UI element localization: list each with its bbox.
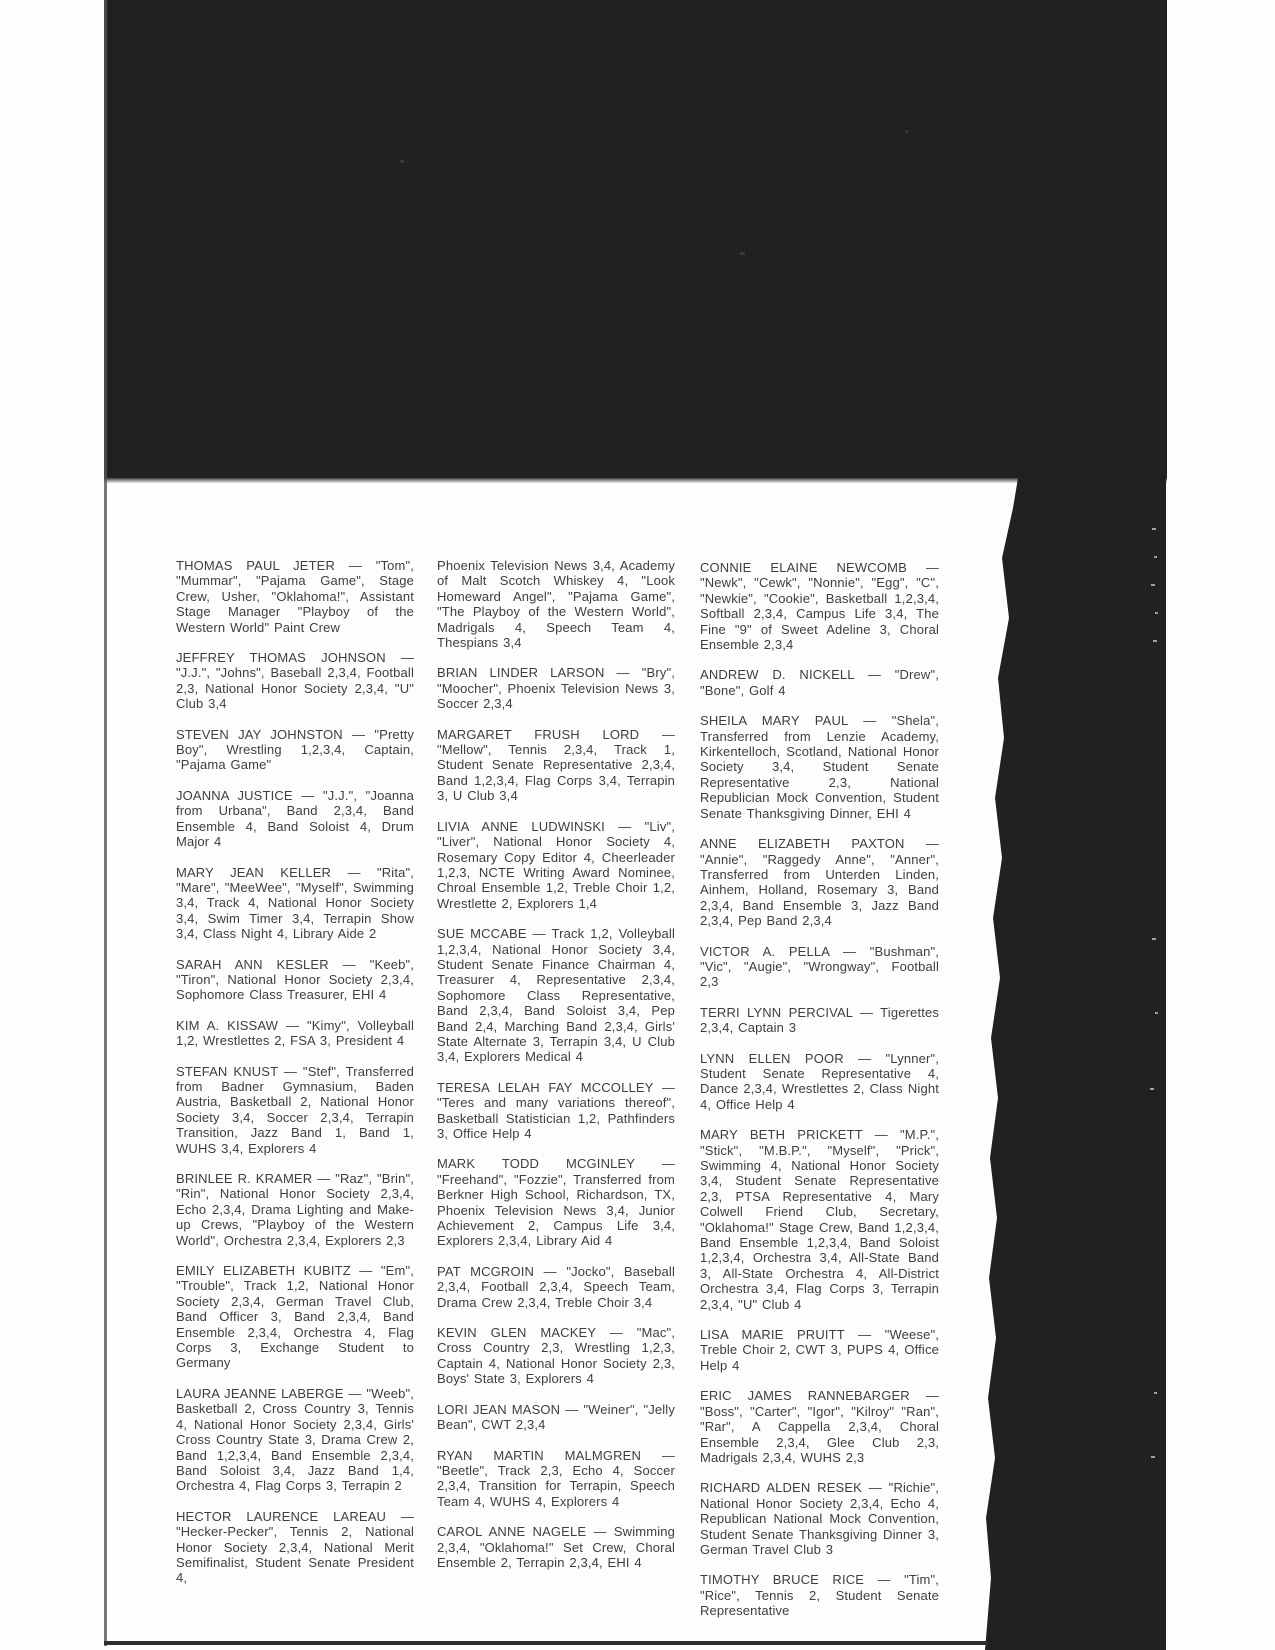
activity-entry: LORI JEAN MASON — "Weiner", "Jelly Bean", CWT 2,3,4 xyxy=(437,1401,675,1433)
activity-entry: ANNE ELIZABETH PAXTON — "Annie", "Raggedy Anne", "Anner", Transferred from Unterden Linden, Ainhem, Holland, Rosemary 3, Band 2,3,4, Band Ensemble 3, Jazz Band 2,3,4, Pep Band 2,3,4 xyxy=(700,836,939,929)
scan-speck xyxy=(1151,584,1155,586)
activity-entry: RICHARD ALDEN RESEK — "Richie", National Honor Society 2,3,4, Echo 4, Republican National Mock Convention, Student Senate Thanksgiving Dinner 3, German Travel Club 3 xyxy=(700,1480,939,1557)
scan-speck xyxy=(1154,556,1157,558)
activity-entry: SARAH ANN KESLER — "Keeb", "Tiron", National Honor Society 2,3,4, Sophomore Class Treasurer, EHI 4 xyxy=(176,956,414,1003)
scan-speck xyxy=(1154,1392,1157,1394)
scan-black-margin-right xyxy=(985,478,1166,1650)
activity-entry: HECTOR LAURENCE LAREAU — "Hecker-Pecker", Tennis 2, National Honor Society 2,3,4, National Merit Semifinalist, Student Senate President 4, xyxy=(176,1508,414,1586)
activity-entry: TERESA LELAH FAY MCCOLLEY — "Teres and many variations thereof", Basketball Statistician 1,2, Pathfinders 3, Office Help 4 xyxy=(437,1079,675,1141)
activity-entry: ERIC JAMES RANNEBARGER — "Boss", "Carter", "Igor", "Kilroy" "Ran", "Rar", A Cappella 2,3,4, Choral Ensemble 2,3,4, Glee Club 2,3, Madrigals 2,3,4, WUHS 2,3 xyxy=(700,1388,939,1465)
scan-black-margin-top xyxy=(104,0,1167,478)
activities-column-3 xyxy=(700,560,939,1634)
activity-entry: JOANNA JUSTICE — "J.J.", "Joanna from Urbana", Band 2,3,4, Band Ensemble 4, Band Soloist 4, Drum Major 4 xyxy=(176,787,414,850)
activity-entry: CONNIE ELAINE NEWCOMB — "Newk", "Cewk", "Nonnie", "Egg", "C", "Newkie", "Cookie", Basketball 1,2,3,4, Softball 2,3,4, Campus Life 3,4, The Fine "9" of Sweet Adeline 3, Choral Ensemble 2,3,4 xyxy=(700,560,939,653)
activity-entry: MARY BETH PRICKETT — "M.P.", "Stick", "M.B.P.", "Myself", "Prick", Swimming 4, National Honor Society 3,4, Student Senate Representative 2,3, PTSA Representative 4, Mary Colwell Friend Club, Secretary, "Oklahoma!" Stage Crew, Band 1,2,3,4, Band Ensemble 1,2,3,4, Band Soloist 1,2,3,4, Orchestra 3,4, All-State Band 3, All-State Orchestra 4, All-District Orchestra 3,4, Flag Corps 3, Terrapin 2,3,4, "U" Club 4 xyxy=(700,1127,939,1312)
activity-entry: SUE MCCABE — Track 1,2, Volleyball 1,2,3,4, National Honor Society 3,4, Student Senate Finance Chairman 4, Treasurer 4, Representative 2,3,4, Sophomore Class Representative, Band 2,3,4, Band Soloist 3,4, Pep Band 2,4, Marching Band 2,3,4, Girls' State Alternate 3, Terrapin 3,4, U Club 3,4, Explorers Medical 4 xyxy=(437,926,675,1065)
activity-entry: LIVIA ANNE LUDWINSKI — "Liv", "Liver", National Honor Society 4, Rosemary Copy Editor 4, Cheerleader 1,2,3, NCTE Writing Award Nominee, Chroal Ensemble 1,2, Treble Choir 1,2, Wrestlette 2, Explorers 1,4 xyxy=(437,818,675,911)
activity-entry: MARK TODD MCGINLEY — "Freehand", "Fozzie", Transferred from Berkner High School, Richardson, TX, Phoenix Television News 3,4, Junior Achievement 2, Campus Life 3,4, Explorers 2,3,4, Library Aid 4 xyxy=(437,1156,675,1249)
activity-entry: STEVEN JAY JOHNSTON — "Pretty Boy", Wrestling 1,2,3,4, Captain, "Pajama Game" xyxy=(176,726,414,773)
scan-speck xyxy=(1153,640,1157,642)
activity-entry: RYAN MARTIN MALMGREN — "Beetle", Track 2,3, Echo 4, Soccer 2,3,4, Transition for Terrapin, Speech Team 4, WUHS 4, Explorers 4 xyxy=(437,1447,675,1509)
activity-entry: STEFAN KNUST — "Stef", Transferred from Badner Gymnasium, Baden Austria, Basketball 2, National Honor Society 3,4, Soccer 2,3,4, Terrapin Transition, Jazz Band 1, Band 1, WUHS 3,4, Explorers 4 xyxy=(176,1063,414,1156)
page-left-edge-line xyxy=(104,0,107,1646)
activity-entry: CAROL ANNE NAGELE — Swimming 2,3,4, "Oklahoma!" Set Crew, Choral Ensemble 2, Terrapin 2,3,4, EHI 4 xyxy=(437,1524,675,1570)
scan-speck xyxy=(905,130,908,133)
scan-speck xyxy=(1152,938,1156,940)
activity-entry: EMILY ELIZABETH KUBITZ — "Em", "Trouble", Track 1,2, National Honor Society 2,3,4, German Travel Club, Band Officer 3, Band 2,3,4, Band Ensemble 2,3,4, Orchestra 4, Flag Corps 3, Exchange Student to Germany xyxy=(176,1263,414,1371)
scan-speck xyxy=(1155,612,1158,614)
scan-speck xyxy=(740,252,745,255)
activities-column-1 xyxy=(176,558,414,1601)
page-bottom-edge-line xyxy=(104,1641,988,1645)
activity-entry: KEVIN GLEN MACKEY — "Mac", Cross Country 2,3, Wrestling 1,2,3, Captain 4, National Honor Society 2,3, Boys' State 3, Explorers 4 xyxy=(437,1325,675,1387)
scan-speck xyxy=(1152,528,1156,530)
activity-entry: THOMAS PAUL JETER — "Tom", "Mummar", "Pajama Game", Stage Crew, Usher, "Oklahoma!", Assistant Stage Manager "Playboy of the Western World" Paint Crew xyxy=(176,558,414,635)
activity-entry: ANDREW D. NICKELL — "Drew", "Bone", Golf 4 xyxy=(700,667,939,698)
activity-entry: LYNN ELLEN POOR — "Lynner", Student Senate Representative 4, Dance 2,3,4, Wrestlettes 2, Class Night 4, Office Help 4 xyxy=(700,1050,939,1112)
activity-entry: KIM A. KISSAW — "Kimy", Volleyball 1,2, Wrestlettes 2, FSA 3, President 4 xyxy=(176,1017,414,1049)
activity-entry: BRINLEE R. KRAMER — "Raz", "Brin", "Rin", National Honor Society 2,3,4, Echo 2,3,4, Drama Lighting and Make-up Crews, "Playboy of the Western World", Orchestra 2,3,4, Explorers 2,3 xyxy=(176,1171,414,1248)
activity-entry: SHEILA MARY PAUL — "Shela", Transferred from Lenzie Academy, Kirkentelloch, Scotland, National Honor Society 3,4, Student Senate Representative 2,3, National Republician Mock Convention, Student Senate Thanksgiving Dinner, EHI 4 xyxy=(700,713,939,821)
activity-entry: VICTOR A. PELLA — "Bushman", "Vic", "Augie", "Wrongway", Football 2,3 xyxy=(700,943,939,990)
activity-entry: LAURA JEANNE LABERGE — "Weeb", Basketball 2, Cross Country 3, Tennis 4, National Honor Society 2,3,4, Girls' Cross Country State 3, Drama Crew 2, Band 1,2,3,4, Band Ensemble 2,3,4, Band Soloist 3,4, Jazz Band 1,4, Orchestra 4, Flag Corps 3, Terrapin 2 xyxy=(176,1385,414,1494)
activity-entry: JEFFREY THOMAS JOHNSON — "J.J.", "Johns", Baseball 2,3,4, Football 2,3, National Honor Society 2,3,4, "U" Club 3,4 xyxy=(176,650,414,712)
activity-entry: BRIAN LINDER LARSON — "Bry", "Moocher", Phoenix Television News 3, Soccer 2,3,4 xyxy=(437,665,675,712)
activity-entry: TIMOTHY BRUCE RICE — "Tim", "Rice", Tennis 2, Student Senate Representative xyxy=(700,1572,939,1619)
activity-entry: PAT MCGROIN — "Jocko", Baseball 2,3,4, Football 2,3,4, Speech Team, Drama Crew 2,3,4, Treble Choir 3,4 xyxy=(437,1263,675,1310)
activity-entry: LISA MARIE PRUITT — "Weese", Treble Choir 2, CWT 3, PUPS 4, Office Help 4 xyxy=(700,1327,939,1373)
activity-entry: MARY JEAN KELLER — "Rita", "Mare", "MeeWee", "Myself", Swimming 3,4, Track 4, National Honor Society 3,4, Swim Timer 3,4, Terrapin Show 3,4, Class Night 4, Library Aide 2 xyxy=(176,864,414,942)
scan-speck xyxy=(1150,1088,1154,1090)
activity-entry: TERRI LYNN PERCIVAL — Tigerettes 2,3,4, Captain 3 xyxy=(700,1004,939,1036)
page-top-edge-shadow xyxy=(104,478,1167,483)
activities-column-2 xyxy=(437,558,675,1585)
activity-entry: Phoenix Television News 3,4, Academy of Malt Scotch Whiskey 4, "Look Homeward Angel", "Pajama Game", "The Playboy of the Western World", Madrigals 4, Speech Team 4, Thespians 3,4 xyxy=(437,558,675,651)
activity-entry: MARGARET FRUSH LORD — "Mellow", Tennis 2,3,4, Track 1, Student Senate Representative 2,3,4, Band 1,2,3,4, Flag Corps 3,4, Terrapin 3, U Club 3,4 xyxy=(437,726,675,804)
scan-speck xyxy=(400,160,404,163)
scan-speck xyxy=(1151,1456,1155,1458)
scan-speck xyxy=(1155,1012,1158,1014)
